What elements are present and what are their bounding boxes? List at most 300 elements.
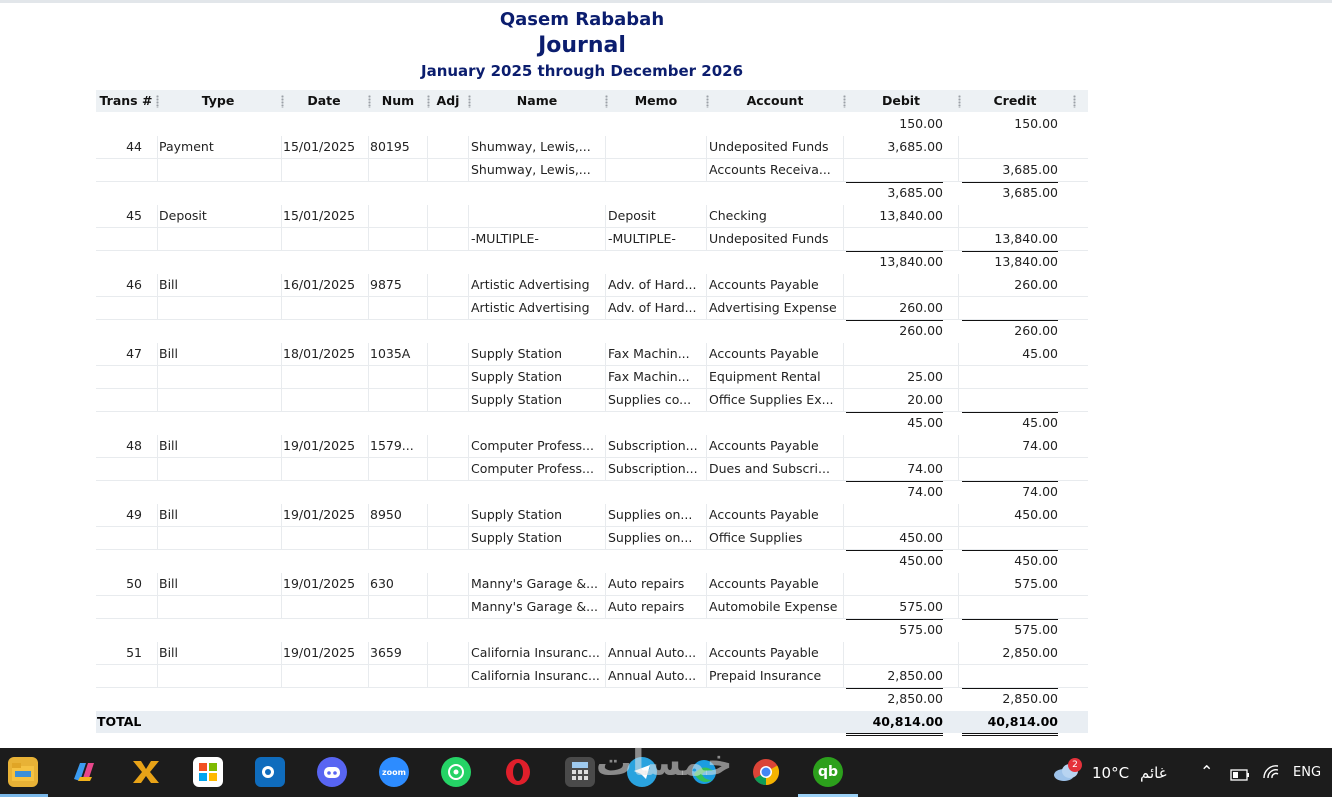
- column-resize-handle[interactable]: [368, 95, 371, 108]
- cell-account[interactable]: Prepaid Insurance: [709, 668, 822, 683]
- column-divider: [843, 504, 844, 526]
- total-label: TOTAL: [97, 714, 142, 729]
- cell-debit[interactable]: [846, 504, 943, 527]
- cell-date[interactable]: 19/01/2025: [283, 507, 356, 522]
- column-divider: [605, 159, 606, 181]
- cell-credit[interactable]: 150.00: [1014, 116, 1058, 131]
- cell-num[interactable]: 1579...: [370, 438, 414, 453]
- column-divider: [605, 596, 606, 618]
- cell-credit[interactable]: 45.00: [1022, 415, 1058, 430]
- cell-debit[interactable]: 2,850.00: [846, 665, 943, 689]
- transaction-subtotal-row[interactable]: [96, 550, 1088, 573]
- column-divider: [605, 573, 606, 595]
- cell-date[interactable]: 15/01/2025: [283, 208, 356, 223]
- table-row[interactable]: [96, 228, 1088, 251]
- cell-date[interactable]: 15/01/2025: [283, 139, 356, 154]
- cell-credit[interactable]: 13,840.00: [994, 254, 1058, 269]
- column-divider: [281, 642, 282, 664]
- column-divider: [368, 458, 369, 480]
- column-header-memo[interactable]: Memo: [634, 93, 678, 108]
- column-resize-handle[interactable]: [1073, 95, 1076, 108]
- column-resize-handle[interactable]: [156, 95, 159, 108]
- cell-trans[interactable]: 45: [126, 208, 142, 223]
- cell-credit[interactable]: 45.00: [1022, 346, 1058, 361]
- cell-memo[interactable]: Fax Machin...: [608, 346, 690, 361]
- cell-num[interactable]: 80195: [370, 139, 410, 154]
- column-divider: [958, 136, 959, 158]
- cell-memo[interactable]: Fax Machin...: [608, 369, 690, 384]
- cell-name[interactable]: California Insuranc...: [471, 645, 600, 660]
- cell-type[interactable]: Bill: [159, 438, 178, 453]
- column-divider: [843, 573, 844, 595]
- column-divider: [843, 205, 844, 227]
- cell-credit[interactable]: 2,850.00: [1002, 691, 1058, 706]
- whatsapp-icon[interactable]: [441, 757, 471, 787]
- column-divider: [368, 527, 369, 549]
- wifi-icon[interactable]: [1262, 764, 1280, 784]
- cell-date[interactable]: 19/01/2025: [283, 645, 356, 660]
- column-divider: [427, 136, 428, 158]
- transaction-subtotal-row[interactable]: [96, 251, 1088, 274]
- cell-account[interactable]: Accounts Receiva...: [709, 162, 831, 177]
- table-row[interactable]: [96, 573, 1088, 596]
- cell-type[interactable]: Bill: [159, 507, 178, 522]
- cell-memo[interactable]: Adv. of Hard...: [608, 277, 697, 292]
- column-divider: [843, 665, 844, 687]
- cell-account[interactable]: Office Supplies Ex...: [709, 392, 834, 407]
- column-divider: [281, 665, 282, 687]
- opera-icon[interactable]: [503, 757, 533, 787]
- cell-debit[interactable]: 3,685.00: [887, 139, 943, 154]
- file-explorer-icon[interactable]: [8, 757, 38, 787]
- column-header-date[interactable]: Date: [307, 93, 341, 108]
- battery-icon[interactable]: [1230, 766, 1250, 785]
- cell-memo[interactable]: Deposit: [608, 208, 656, 223]
- column-header-trans[interactable]: Trans #: [99, 93, 153, 108]
- cell-name[interactable]: Computer Profess...: [471, 438, 594, 453]
- cell-name[interactable]: Computer Profess...: [471, 461, 594, 476]
- column-divider: [605, 297, 606, 319]
- cell-credit[interactable]: 575.00: [1014, 622, 1058, 637]
- column-header-adj[interactable]: Adj: [436, 93, 460, 108]
- column-divider: [157, 573, 158, 595]
- cell-account[interactable]: Automobile Expense: [709, 599, 838, 614]
- column-divider: [368, 136, 369, 158]
- cell-debit[interactable]: [846, 228, 943, 252]
- cell-memo[interactable]: Auto repairs: [608, 576, 685, 591]
- cell-credit[interactable]: [962, 527, 1058, 551]
- column-divider: [605, 458, 606, 480]
- transaction-subtotal-row[interactable]: [96, 688, 1088, 711]
- column-divider: [281, 435, 282, 457]
- table-row[interactable]: [96, 458, 1088, 481]
- cell-name[interactable]: Shumway, Lewis,...: [471, 139, 591, 154]
- cell-trans[interactable]: 44: [126, 139, 142, 154]
- cell-memo[interactable]: Auto repairs: [608, 599, 685, 614]
- cell-credit[interactable]: [962, 665, 1058, 689]
- column-divider: [468, 458, 469, 480]
- cell-memo[interactable]: Supplies co...: [608, 392, 692, 407]
- column-divider: [157, 159, 158, 181]
- table-row[interactable]: [96, 136, 1088, 159]
- cell-memo[interactable]: Adv. of Hard...: [608, 300, 697, 315]
- cell-name[interactable]: Artistic Advertising: [471, 277, 590, 292]
- cell-memo[interactable]: Annual Auto...: [608, 668, 697, 683]
- chrome-icon[interactable]: [751, 757, 781, 787]
- column-divider: [958, 389, 959, 411]
- cell-debit[interactable]: 45.00: [907, 415, 943, 430]
- cell-credit[interactable]: 260.00: [1014, 323, 1058, 338]
- cell-credit[interactable]: [962, 596, 1058, 620]
- column-divider: [368, 228, 369, 250]
- column-divider: [281, 297, 282, 319]
- cell-name[interactable]: Shumway, Lewis,...: [471, 162, 591, 177]
- watermark: خمسات: [596, 743, 733, 784]
- column-divider: [427, 343, 428, 365]
- table-row[interactable]: [96, 435, 1088, 458]
- column-header-debit[interactable]: Debit: [881, 93, 921, 108]
- column-divider: [368, 297, 369, 319]
- column-divider: [958, 205, 959, 227]
- column-divider: [605, 274, 606, 296]
- cell-type[interactable]: Deposit: [159, 208, 207, 223]
- cell-account[interactable]: Accounts Payable: [709, 277, 819, 292]
- cell-credit[interactable]: [962, 366, 1058, 389]
- column-divider: [468, 573, 469, 595]
- cell-date[interactable]: 19/01/2025: [283, 438, 356, 453]
- temperature[interactable]: 10°C: [1092, 764, 1130, 782]
- column-divider: [843, 274, 844, 296]
- cell-debit[interactable]: 575.00: [899, 622, 943, 637]
- column-divider: [958, 665, 959, 687]
- cell-credit[interactable]: 450.00: [1014, 553, 1058, 568]
- cell-credit[interactable]: 450.00: [1014, 507, 1058, 522]
- quickbooks-icon[interactable]: qb: [813, 757, 843, 787]
- column-resize-handle[interactable]: [468, 95, 471, 108]
- app-icon[interactable]: [131, 757, 161, 787]
- cell-num[interactable]: 8950: [370, 507, 402, 522]
- column-divider: [843, 366, 844, 388]
- cell-trans[interactable]: 49: [126, 507, 142, 522]
- column-divider: [958, 527, 959, 549]
- column-divider: [281, 274, 282, 296]
- column-divider: [157, 366, 158, 388]
- cell-debit[interactable]: 450.00: [846, 527, 943, 551]
- column-divider: [706, 297, 707, 319]
- cell-trans[interactable]: 48: [126, 438, 142, 453]
- cell-num[interactable]: 630: [370, 576, 394, 591]
- cell-name[interactable]: Manny's Garage &...: [471, 599, 599, 614]
- column-divider: [157, 389, 158, 411]
- column-divider: [368, 435, 369, 457]
- cell-credit[interactable]: [962, 205, 1058, 228]
- cell-debit[interactable]: [846, 642, 943, 665]
- table-row[interactable]: [96, 297, 1088, 320]
- cell-num[interactable]: [370, 205, 425, 228]
- cell-debit[interactable]: 260.00: [899, 323, 943, 338]
- cell-memo[interactable]: -MULTIPLE-: [608, 231, 676, 246]
- cell-debit[interactable]: [846, 435, 943, 458]
- column-divider: [281, 504, 282, 526]
- transaction-subtotal-row[interactable]: [96, 182, 1088, 205]
- cell-type[interactable]: Bill: [159, 277, 178, 292]
- column-divider: [843, 642, 844, 664]
- cell-credit[interactable]: [962, 389, 1058, 413]
- column-header-type[interactable]: Type: [201, 93, 235, 108]
- table-row[interactable]: [96, 504, 1088, 527]
- cell-account[interactable]: Accounts Payable: [709, 438, 819, 453]
- cell-num[interactable]: 1035A: [370, 346, 411, 361]
- cell-memo[interactable]: Subscription...: [608, 461, 698, 476]
- column-divider: [157, 504, 158, 526]
- cell-credit[interactable]: 13,840.00: [962, 228, 1058, 252]
- cell-credit[interactable]: 260.00: [1014, 277, 1058, 292]
- column-divider: [468, 527, 469, 549]
- cell-account[interactable]: Undeposited Funds: [709, 231, 829, 246]
- table-row[interactable]: [96, 527, 1088, 550]
- cell-memo[interactable]: Supplies on...: [608, 530, 693, 545]
- table-row[interactable]: [96, 389, 1088, 412]
- transaction-subtotal-row[interactable]: [96, 481, 1088, 504]
- column-divider: [368, 205, 369, 227]
- journal-table-body: [96, 113, 1088, 733]
- cell-account[interactable]: Accounts Payable: [709, 507, 819, 522]
- cell-name[interactable]: Supply Station: [471, 346, 563, 361]
- cell-name[interactable]: Supply Station: [471, 507, 563, 522]
- cell-type[interactable]: Bill: [159, 645, 178, 660]
- column-divider: [157, 665, 158, 687]
- column-divider: [157, 435, 158, 457]
- column-divider: [427, 297, 428, 319]
- column-divider: [958, 366, 959, 388]
- cell-trans[interactable]: 47: [126, 346, 142, 361]
- cell-name[interactable]: Artistic Advertising: [471, 300, 590, 315]
- column-header-name[interactable]: Name: [516, 93, 558, 108]
- column-divider: [157, 274, 158, 296]
- outlook-icon[interactable]: [255, 757, 285, 787]
- cell-name[interactable]: Manny's Garage &...: [471, 576, 599, 591]
- report-title: Journal: [538, 33, 626, 58]
- cell-date[interactable]: 19/01/2025: [283, 576, 356, 591]
- table-row[interactable]: [96, 205, 1088, 228]
- cell-type[interactable]: Payment: [159, 139, 214, 154]
- cell-trans[interactable]: 51: [126, 645, 142, 660]
- cell-trans[interactable]: 50: [126, 576, 142, 591]
- cell-account[interactable]: Accounts Payable: [709, 576, 819, 591]
- column-divider: [157, 527, 158, 549]
- cell-credit[interactable]: 74.00: [1022, 484, 1058, 499]
- cell-debit[interactable]: 13,840.00: [879, 254, 943, 269]
- cell-debit[interactable]: 2,850.00: [887, 691, 943, 706]
- column-divider: [706, 665, 707, 687]
- cell-date[interactable]: 18/01/2025: [283, 346, 356, 361]
- column-divider: [468, 435, 469, 457]
- column-divider: [368, 665, 369, 687]
- cell-debit[interactable]: 575.00: [846, 596, 943, 620]
- column-header-row: [96, 90, 1088, 112]
- cell-credit[interactable]: 575.00: [1014, 576, 1058, 591]
- cell-name[interactable]: California Insuranc...: [471, 668, 600, 683]
- cell-memo[interactable]: [608, 159, 704, 182]
- cell-credit[interactable]: [962, 297, 1058, 321]
- column-divider: [157, 596, 158, 618]
- cell-name[interactable]: Supply Station: [471, 530, 563, 545]
- cell-num[interactable]: 3659: [370, 645, 402, 660]
- cell-debit[interactable]: 40,814.00: [846, 711, 943, 736]
- chevron-up-icon[interactable]: ⌃: [1200, 762, 1214, 781]
- column-divider: [368, 642, 369, 664]
- column-divider: [605, 136, 606, 158]
- cell-debit[interactable]: 150.00: [899, 116, 943, 131]
- column-divider: [281, 596, 282, 618]
- cell-debit[interactable]: 13,840.00: [879, 208, 943, 223]
- table-row[interactable]: [96, 596, 1088, 619]
- cell-debit[interactable]: [846, 274, 943, 297]
- column-divider: [427, 665, 428, 687]
- cell-date[interactable]: 16/01/2025: [283, 277, 356, 292]
- table-row[interactable]: [96, 274, 1088, 297]
- cell-name[interactable]: Supply Station: [471, 369, 563, 384]
- report-header: [0, 8, 1164, 82]
- column-divider: [468, 205, 469, 227]
- cell-account[interactable]: Undeposited Funds: [709, 139, 829, 154]
- cell-name[interactable]: Supply Station: [471, 392, 563, 407]
- calculator-icon[interactable]: [565, 757, 595, 787]
- transaction-subtotal-row[interactable]: [96, 113, 1088, 136]
- column-divider: [281, 228, 282, 250]
- transaction-subtotal-row[interactable]: [96, 412, 1088, 435]
- cell-account[interactable]: Accounts Payable: [709, 346, 819, 361]
- column-divider: [843, 458, 844, 480]
- column-divider: [706, 136, 707, 158]
- table-row[interactable]: [96, 159, 1088, 182]
- cell-credit[interactable]: [962, 458, 1058, 482]
- column-divider: [427, 389, 428, 411]
- column-divider: [281, 343, 282, 365]
- column-divider: [427, 228, 428, 250]
- column-divider: [605, 366, 606, 388]
- cell-name[interactable]: [471, 205, 603, 228]
- column-divider: [706, 274, 707, 296]
- table-row[interactable]: [96, 343, 1088, 366]
- column-header-credit[interactable]: Credit: [993, 93, 1037, 108]
- cell-credit[interactable]: 3,685.00: [962, 159, 1058, 183]
- column-divider: [468, 343, 469, 365]
- column-divider: [843, 159, 844, 181]
- column-divider: [368, 389, 369, 411]
- cell-account[interactable]: Equipment Rental: [709, 369, 821, 384]
- column-divider: [157, 136, 158, 158]
- cell-debit[interactable]: 3,685.00: [887, 185, 943, 200]
- column-divider: [427, 642, 428, 664]
- column-divider: [368, 366, 369, 388]
- column-divider: [157, 343, 158, 365]
- cell-debit[interactable]: 25.00: [907, 369, 943, 384]
- column-resize-handle[interactable]: [958, 95, 961, 108]
- cell-memo[interactable]: Subscription...: [608, 438, 698, 453]
- copilot-icon[interactable]: [69, 757, 99, 787]
- cell-credit[interactable]: 40,814.00: [962, 711, 1058, 736]
- column-header-account[interactable]: Account: [746, 93, 804, 108]
- column-divider: [706, 205, 707, 227]
- column-divider: [958, 274, 959, 296]
- cell-memo[interactable]: Annual Auto...: [608, 645, 697, 660]
- transaction-subtotal-row[interactable]: [96, 320, 1088, 343]
- cell-account[interactable]: Office Supplies: [709, 530, 803, 545]
- column-divider: [368, 343, 369, 365]
- column-divider: [427, 159, 428, 181]
- column-divider: [605, 343, 606, 365]
- cell-account[interactable]: Accounts Payable: [709, 645, 819, 660]
- cell-account[interactable]: Dues and Subscri...: [709, 461, 830, 476]
- column-divider: [843, 343, 844, 365]
- table-row[interactable]: [96, 642, 1088, 665]
- column-divider: [427, 458, 428, 480]
- cell-debit[interactable]: 450.00: [899, 553, 943, 568]
- weather-condition[interactable]: غائم: [1140, 764, 1167, 782]
- cell-debit[interactable]: [846, 573, 943, 596]
- column-divider: [281, 366, 282, 388]
- column-divider: [427, 573, 428, 595]
- cell-type[interactable]: Bill: [159, 346, 178, 361]
- column-divider: [468, 136, 469, 158]
- cell-credit[interactable]: 74.00: [1022, 438, 1058, 453]
- column-divider: [706, 504, 707, 526]
- column-divider: [427, 435, 428, 457]
- cell-debit[interactable]: 74.00: [907, 484, 943, 499]
- transaction-subtotal-row[interactable]: [96, 619, 1088, 642]
- table-row[interactable]: [96, 366, 1088, 389]
- window-top-border: [0, 0, 1332, 3]
- total-row[interactable]: [96, 711, 1088, 733]
- column-divider: [958, 343, 959, 365]
- cell-num[interactable]: 9875: [370, 277, 402, 292]
- column-divider: [281, 389, 282, 411]
- cell-debit[interactable]: 260.00: [846, 297, 943, 321]
- column-resize-handle[interactable]: [706, 95, 709, 108]
- report-date-range: January 2025 through December 2026: [420, 62, 744, 80]
- cell-credit[interactable]: 3,685.00: [1002, 185, 1058, 200]
- input-language[interactable]: ENG: [1293, 765, 1322, 780]
- cell-name[interactable]: -MULTIPLE-: [471, 231, 539, 246]
- cell-credit[interactable]: 2,850.00: [1002, 645, 1058, 660]
- cell-debit[interactable]: 20.00: [846, 389, 943, 413]
- column-divider: [958, 642, 959, 664]
- column-header-num[interactable]: Num: [381, 93, 415, 108]
- cell-account[interactable]: Advertising Expense: [709, 300, 837, 315]
- column-divider: [843, 435, 844, 457]
- column-divider: [281, 458, 282, 480]
- column-divider: [843, 297, 844, 319]
- cell-credit[interactable]: [962, 136, 1058, 159]
- column-divider: [706, 159, 707, 181]
- weather-badge: 2: [1068, 758, 1082, 772]
- cell-trans[interactable]: 46: [126, 277, 142, 292]
- microsoft-store-icon[interactable]: [193, 757, 223, 787]
- cell-type[interactable]: Bill: [159, 576, 178, 591]
- cell-memo[interactable]: Supplies on...: [608, 507, 693, 522]
- cell-debit[interactable]: 74.00: [846, 458, 943, 482]
- cell-debit[interactable]: [846, 343, 943, 366]
- cell-memo[interactable]: [608, 136, 704, 159]
- cell-account[interactable]: Checking: [709, 208, 767, 223]
- cell-debit[interactable]: [846, 159, 943, 183]
- column-divider: [427, 366, 428, 388]
- discord-icon[interactable]: [317, 757, 347, 787]
- zoom-icon[interactable]: zoom: [379, 757, 409, 787]
- table-row[interactable]: [96, 665, 1088, 688]
- column-divider: [706, 343, 707, 365]
